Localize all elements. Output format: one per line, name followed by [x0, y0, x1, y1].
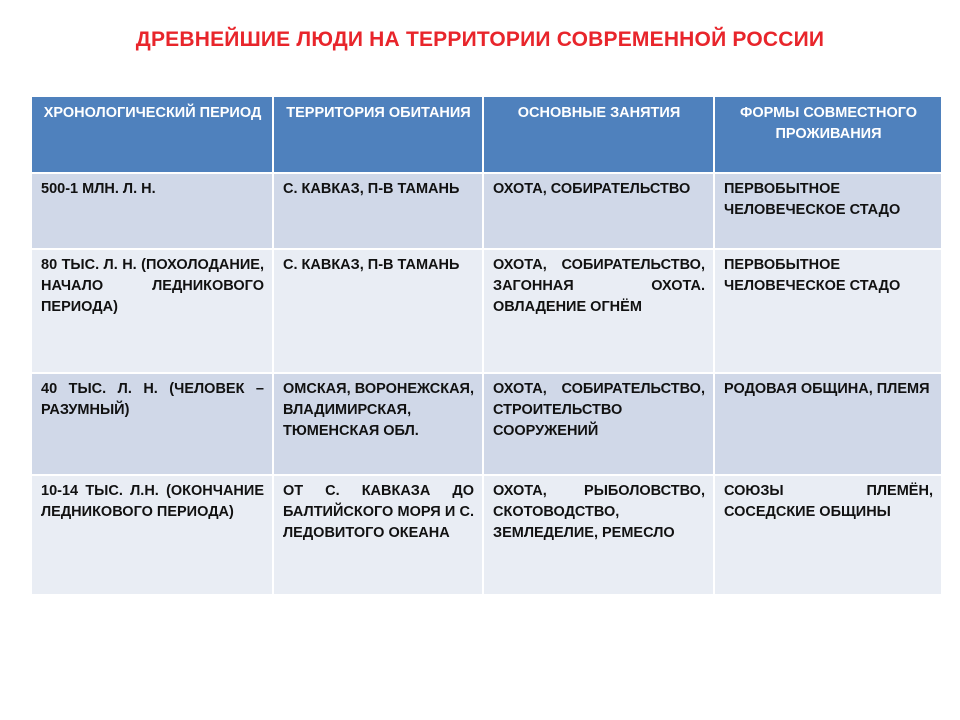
- header-row: [31, 96, 942, 173]
- table-row: [31, 373, 942, 475]
- cell-occupation: ОХОТА, СОБИРАТЕЛЬСТВО, ЗАГОННАЯ ОХОТА. ОВЛАДЕНИЕ ОГНЁМ: [483, 249, 714, 373]
- table-row: [31, 173, 942, 249]
- cell-living-form: РОДОВАЯ ОБЩИНА, ПЛЕМЯ: [714, 373, 942, 475]
- cell-occupation: ОХОТА, СОБИРАТЕЛЬСТВО, СТРОИТЕЛЬСТВО СООРУЖЕНИЙ: [483, 373, 714, 475]
- cell-period: 40 ТЫС. Л. Н. (ЧЕЛОВЕК – РАЗУМНЫЙ): [31, 373, 273, 475]
- cell-territory: С. КАВКАЗ, П-В ТАМАНЬ: [273, 249, 483, 373]
- table-row: [31, 475, 942, 595]
- cell-territory: С. КАВКАЗ, П-В ТАМАНЬ: [273, 173, 483, 249]
- cell-occupation: ОХОТА, СОБИРАТЕЛЬСТВО: [483, 173, 714, 249]
- history-table: [30, 95, 943, 596]
- header-living-form: ФОРМЫ СОВМЕСТНОГО ПРОЖИВАНИЯ: [714, 96, 942, 173]
- cell-territory: ОМСКАЯ, ВОРОНЕЖСКАЯ, ВЛАДИМИРСКАЯ, ТЮМЕНСКАЯ ОБЛ.: [273, 373, 483, 475]
- cell-living-form: ПЕРВОБЫТНОЕ ЧЕЛОВЕЧЕСКОЕ СТАДО: [714, 173, 942, 249]
- header-territory: ТЕРРИТОРИЯ ОБИТАНИЯ: [273, 96, 483, 173]
- slide-title: ДРЕВНЕЙШИЕ ЛЮДИ НА ТЕРРИТОРИИ СОВРЕМЕННОЙ РОССИИ: [135, 28, 825, 51]
- header-period: ХРОНОЛОГИЧЕСКИЙ ПЕРИОД: [31, 96, 273, 173]
- cell-period: 80 ТЫС. Л. Н. (ПОХОЛОДАНИЕ, НАЧАЛО ЛЕДНИКОВОГО ПЕРИОДА): [31, 249, 273, 373]
- table-row: [31, 249, 942, 373]
- cell-period: 10-14 ТЫС. Л.Н. (ОКОНЧАНИЕ ЛЕДНИКОВОГО ПЕРИОДА): [31, 475, 273, 595]
- cell-living-form: ПЕРВОБЫТНОЕ ЧЕЛОВЕЧЕСКОЕ СТАДО: [714, 249, 942, 373]
- cell-territory: ОТ С. КАВКАЗА ДО БАЛТИЙСКОГО МОРЯ И С. ЛЕДОВИТОГО ОКЕАНА: [273, 475, 483, 595]
- cell-period: 500-1 МЛН. Л. Н.: [31, 173, 273, 249]
- cell-occupation: ОХОТА, РЫБОЛОВСТВО, СКОТОВОДСТВО, ЗЕМЛЕДЕЛИЕ, РЕМЕСЛО: [483, 475, 714, 595]
- cell-living-form: СОЮЗЫ ПЛЕМЁН, СОСЕДСКИЕ ОБЩИНЫ: [714, 475, 942, 595]
- header-occupation: ОСНОВНЫЕ ЗАНЯТИЯ: [483, 96, 714, 173]
